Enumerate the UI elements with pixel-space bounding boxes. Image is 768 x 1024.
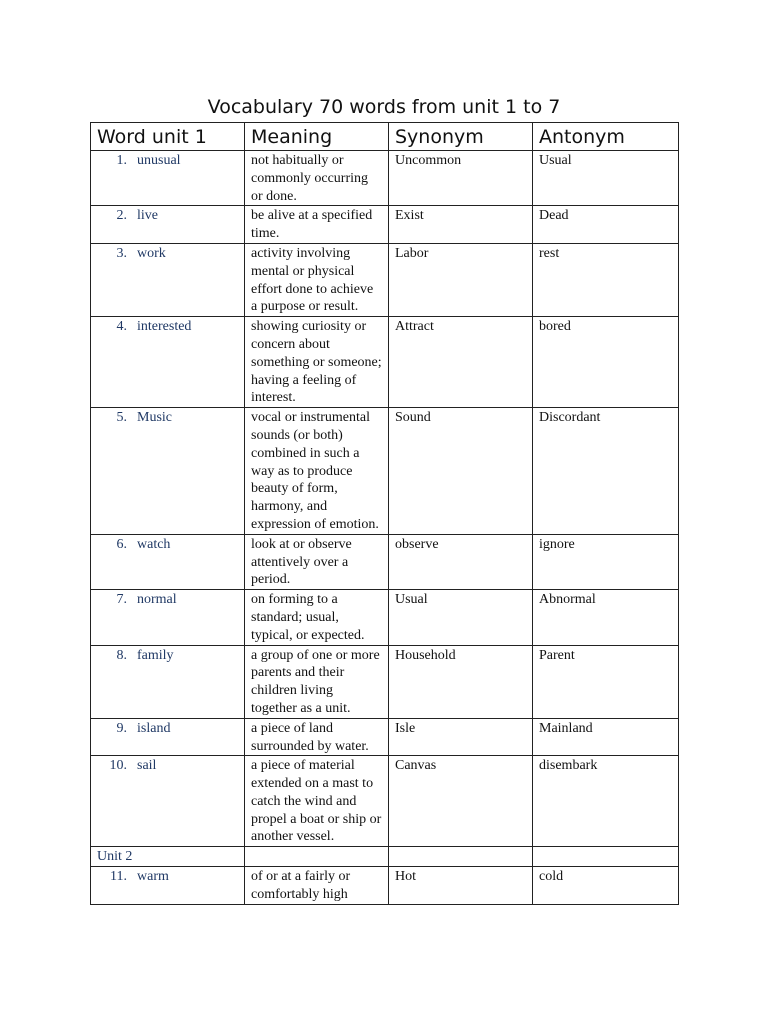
word-text: live xyxy=(137,208,158,224)
table-row xyxy=(91,756,679,847)
synonym-cell: Exist xyxy=(389,206,533,244)
word-number: 4. xyxy=(116,319,127,335)
meaning-cell: look at or observe attentively over a period. xyxy=(245,534,389,589)
word-number: 6. xyxy=(116,536,127,552)
word-number: 9. xyxy=(116,720,127,736)
vocabulary-table xyxy=(90,122,679,905)
unit-label: Unit 2 xyxy=(91,847,245,867)
word-number: 7. xyxy=(116,592,127,608)
word-cell xyxy=(91,645,245,718)
word-cell xyxy=(91,317,245,408)
word-text: warm xyxy=(137,869,169,885)
meaning-cell: a piece of land surrounded by water. xyxy=(245,718,389,756)
empty-cell xyxy=(245,847,389,867)
meaning-cell: vocal or instrumental sounds (or both) combined in such a way as to produce beauty of form, harmony, and expression of emotion. xyxy=(245,408,389,535)
page-title: Vocabulary 70 words from unit 1 to 7 xyxy=(207,96,561,118)
synonym-cell: Attract xyxy=(389,317,533,408)
word-text: interested xyxy=(137,319,192,335)
antonym-cell: bored xyxy=(533,317,679,408)
meaning-cell: activity involving mental or physical effort done to achieve a purpose or result. xyxy=(245,243,389,316)
table-row xyxy=(91,206,679,244)
table-row xyxy=(91,243,679,316)
antonym-cell: Usual xyxy=(533,151,679,206)
synonym-cell: Labor xyxy=(389,243,533,316)
word-cell xyxy=(91,590,245,645)
word-text: Music xyxy=(137,410,172,426)
table-row xyxy=(91,408,679,535)
word-number: 8. xyxy=(116,647,127,663)
word-cell xyxy=(91,756,245,847)
meaning-cell: of or at a fairly or comfortably high xyxy=(245,867,389,905)
word-cell xyxy=(91,206,245,244)
word-cell xyxy=(91,408,245,535)
meaning-cell: not habitually or commonly occurring or done. xyxy=(245,151,389,206)
header-row xyxy=(91,123,679,151)
antonym-cell: Abnormal xyxy=(533,590,679,645)
word-text: family xyxy=(137,647,174,663)
table-row xyxy=(91,718,679,756)
word-number: 10. xyxy=(109,758,127,774)
word-text: watch xyxy=(137,536,171,552)
header-synonym: Synonym xyxy=(389,123,533,151)
unit-header-row xyxy=(91,847,679,867)
header-antonym: Antonym xyxy=(533,123,679,151)
synonym-cell: Canvas xyxy=(389,756,533,847)
meaning-cell: on forming to a standard; usual, typical, or expected. xyxy=(245,590,389,645)
synonym-cell: observe xyxy=(389,534,533,589)
header-meaning: Meaning xyxy=(245,123,389,151)
synonym-cell: Usual xyxy=(389,590,533,645)
word-cell xyxy=(91,718,245,756)
synonym-cell: Uncommon xyxy=(389,151,533,206)
antonym-cell: cold xyxy=(533,867,679,905)
antonym-cell: disembark xyxy=(533,756,679,847)
word-number: 3. xyxy=(116,245,127,261)
word-number: 2. xyxy=(116,208,127,224)
table-row xyxy=(91,151,679,206)
synonym-cell: Household xyxy=(389,645,533,718)
table-row xyxy=(91,867,679,905)
synonym-cell: Isle xyxy=(389,718,533,756)
word-cell xyxy=(91,151,245,206)
empty-cell xyxy=(533,847,679,867)
meaning-cell: be alive at a specified time. xyxy=(245,206,389,244)
word-number: 11. xyxy=(110,869,127,885)
table-row xyxy=(91,590,679,645)
antonym-cell: Mainland xyxy=(533,718,679,756)
word-text: unusual xyxy=(137,153,181,168)
synonym-cell: Sound xyxy=(389,408,533,535)
word-text: work xyxy=(137,245,166,261)
meaning-cell: showing curiosity or concern about something or someone; having a feeling of interest. xyxy=(245,317,389,408)
antonym-cell: Dead xyxy=(533,206,679,244)
empty-cell xyxy=(389,847,533,867)
header-word: Word unit 1 xyxy=(91,123,245,151)
table-row xyxy=(91,645,679,718)
word-text: island xyxy=(137,720,171,736)
word-text: normal xyxy=(137,592,177,608)
table-row xyxy=(91,317,679,408)
meaning-cell: a group of one or more parents and their children living together as a unit. xyxy=(245,645,389,718)
antonym-cell: ignore xyxy=(533,534,679,589)
word-cell xyxy=(91,534,245,589)
antonym-cell: Parent xyxy=(533,645,679,718)
word-number: 1. xyxy=(116,153,127,168)
word-cell xyxy=(91,243,245,316)
table-row xyxy=(91,534,679,589)
word-cell xyxy=(91,867,245,905)
word-number: 5. xyxy=(116,410,127,426)
antonym-cell: Discordant xyxy=(533,408,679,535)
word-text: sail xyxy=(137,758,157,774)
antonym-cell: rest xyxy=(533,243,679,316)
synonym-cell: Hot xyxy=(389,867,533,905)
meaning-cell: a piece of material extended on a mast to catch the wind and propel a boat or ship or another vessel. xyxy=(245,756,389,847)
